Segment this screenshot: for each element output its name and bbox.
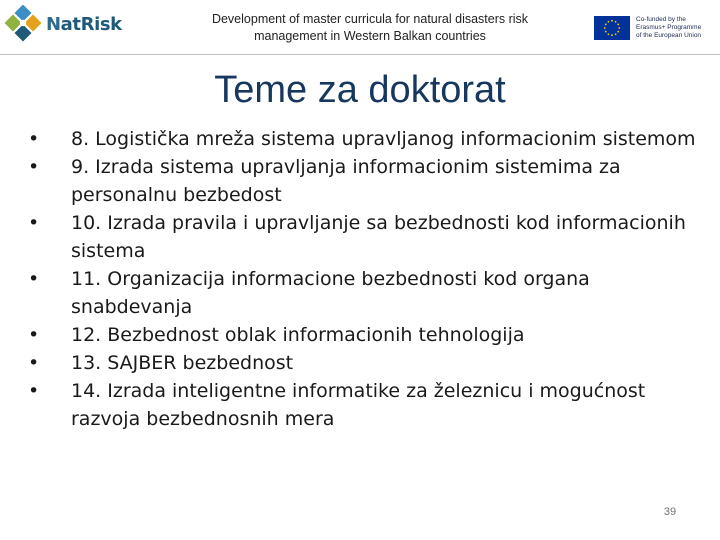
list-item-text: 9. Izrada sistema upravljanja informacionim sistemima za personalnu bezbedost [71, 156, 621, 206]
eu-flag-star-icon [605, 24, 607, 26]
eu-flag-star-icon [611, 20, 613, 22]
eu-badge-text [636, 16, 701, 40]
list-item [28, 321, 698, 349]
header-divider [0, 54, 720, 55]
bullet-icon: • [28, 324, 40, 346]
list-item [28, 349, 698, 377]
eu-flag-star-icon [615, 21, 617, 23]
slide-header [0, 0, 720, 52]
page-number: 39 [663, 506, 677, 518]
eu-flag-star-icon [617, 31, 619, 33]
eu-flag-star-icon [608, 21, 610, 23]
list-item-text: 10. Izrada pravila i upravljanje sa bezbednosti kod informacionih sistema [71, 212, 686, 262]
project-title [180, 11, 560, 45]
bullet-icon: • [28, 128, 40, 150]
natrisk-logo [4, 4, 122, 46]
eu-flag-star-icon [617, 24, 619, 26]
bullet-icon: • [28, 380, 40, 402]
bullet-icon: • [28, 212, 40, 234]
list-item-text: 14. Izrada inteligentne informatike za železnicu i mogućnost razvoja bezbednosnih mera [71, 380, 646, 430]
slide-title: Teme za doktorat [214, 69, 506, 111]
eu-badge-line-1: Co-funded by the [636, 16, 686, 23]
eu-flag-star-icon [618, 27, 620, 29]
eu-cofunded-badge [594, 16, 716, 40]
list-item [28, 377, 698, 433]
project-title-line-2: management in Western Balkan countries [254, 29, 486, 43]
list-item [28, 125, 698, 153]
topic-list [28, 125, 698, 433]
natrisk-logo-text [46, 16, 122, 34]
eu-flag-star-icon [611, 34, 613, 36]
eu-flag-icon [594, 16, 630, 40]
eu-flag-star-icon [608, 33, 610, 35]
natrisk-logo-mark-icon [4, 5, 44, 45]
list-item-text: 13. SAJBER bezbednost [71, 352, 294, 374]
list-item [28, 153, 698, 209]
logo-text-rest: atRisk [60, 14, 122, 35]
list-item [28, 209, 698, 265]
eu-flag-star-icon [615, 33, 617, 35]
list-item-text: 11. Organizacija informacione bezbednosti kod organa snabdevanja [71, 268, 590, 318]
bullet-icon: • [28, 156, 40, 178]
eu-badge-line-2: Erasmus+ Programme [636, 24, 702, 31]
eu-flag-star-icon [605, 31, 607, 33]
bullet-icon: • [28, 268, 40, 290]
logo-text-n: N [46, 14, 61, 35]
list-item-text: 12. Bezbednost oblak informacionih tehnologija [71, 324, 525, 346]
project-title-line-1: Development of master curricula for natural disasters risk [211, 12, 529, 26]
eu-badge-line-3: of the European Union [636, 32, 702, 39]
list-item [28, 265, 698, 321]
list-item-text: 8. Logistička mreža sistema upravljanog informacionim sistemom [71, 128, 696, 150]
bullet-icon: • [28, 352, 40, 374]
eu-flag-star-icon [604, 27, 606, 29]
